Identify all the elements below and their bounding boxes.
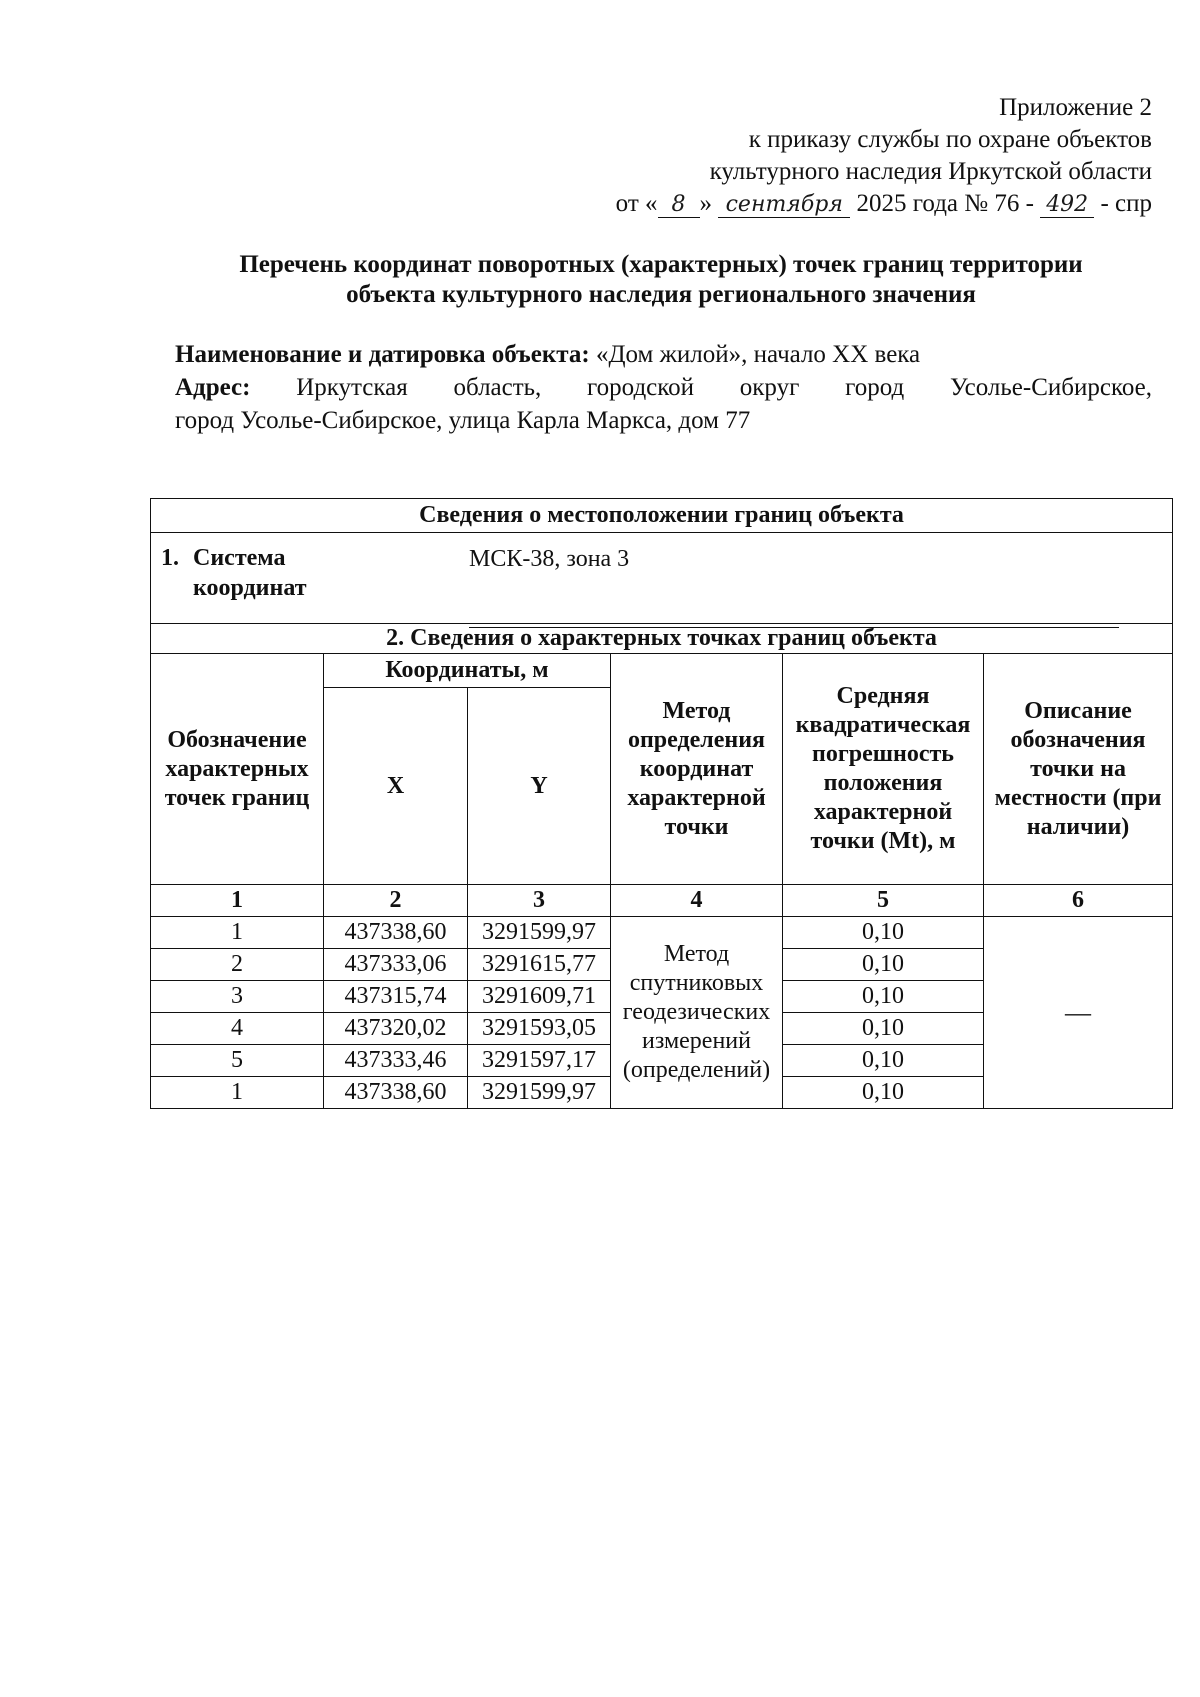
coord-y: 3291599,97 (468, 1077, 611, 1109)
header-y: Y (468, 688, 611, 885)
point-id: 1 (151, 917, 324, 949)
mean-error: 0,10 (783, 981, 984, 1013)
address-line-2: город Усолье-Сибирское, улица Карла Маркса, дом 77 (175, 407, 751, 434)
coord-x: 437320,02 (324, 1013, 468, 1045)
mean-error: 0,10 (783, 1045, 984, 1077)
column-number: 3 (468, 885, 611, 917)
object-info (175, 338, 1152, 437)
coord-x: 437338,60 (324, 1077, 468, 1109)
header-mean-error: Средняя квадратическая погрешность положения характерной точки (Mt), м (783, 654, 984, 885)
coord-y: 3291597,17 (468, 1045, 611, 1077)
point-id: 1 (151, 1077, 324, 1109)
header-point-designation: Обозначение характерных точек границ (151, 654, 324, 885)
coord-y: 3291593,05 (468, 1013, 611, 1045)
order-suffix: - спр (1100, 190, 1152, 217)
handwritten-day: 8 (658, 193, 700, 218)
coord-x: 437338,60 (324, 917, 468, 949)
mean-error: 0,10 (783, 917, 984, 949)
document-title (170, 250, 1152, 310)
header-x: X (324, 688, 468, 885)
section-2-title: 2. Сведения о характерных точках границ объекта (151, 624, 1173, 654)
appendix-header (452, 92, 1152, 220)
coordinate-system-cell (151, 533, 1173, 624)
mean-error: 0,10 (783, 949, 984, 981)
column-number: 1 (151, 885, 324, 917)
address-label: Адрес: (175, 374, 251, 401)
column-number: 6 (984, 885, 1173, 917)
coord-y: 3291615,77 (468, 949, 611, 981)
column-number: 5 (783, 885, 984, 917)
date-mid: » (699, 190, 713, 217)
point-id: 2 (151, 949, 324, 981)
method-value: Метод спутниковых геодезических измерений (определений) (611, 917, 783, 1109)
point-id: 5 (151, 1045, 324, 1077)
handwritten-order-number: 492 (1040, 193, 1094, 218)
point-id: 4 (151, 1013, 324, 1045)
coordinate-system-label-1: Система (193, 545, 286, 571)
table-row (151, 917, 1173, 949)
column-number: 4 (611, 885, 783, 917)
order-reference: к приказу службы по охране объектов (748, 126, 1152, 153)
mean-error: 0,10 (783, 1077, 984, 1109)
object-name-value: «Дом жилой», начало XX века (595, 341, 921, 368)
coord-y: 3291599,97 (468, 917, 611, 949)
coord-x: 437315,74 (324, 981, 468, 1013)
coord-y: 3291609,71 (468, 981, 611, 1013)
coordinate-system-label-2: координат (193, 575, 307, 601)
coordinate-system-value: МСК-38, зона 3 (469, 546, 630, 572)
description-value: — (984, 917, 1173, 1109)
header-description: Описание обозначения точки на местности (при наличии) (984, 654, 1173, 885)
coordinate-system-label (161, 543, 307, 603)
coord-x: 437333,06 (324, 949, 468, 981)
date-prefix: от « (615, 190, 658, 217)
boundary-coordinates-table (150, 498, 1173, 1109)
header-method: Метод определения координат характерной точки (611, 654, 783, 885)
column-number: 2 (324, 885, 468, 917)
header-coordinates: Координаты, м (324, 654, 611, 688)
title-line-2: объекта культурного наследия регионального значения (346, 281, 976, 308)
title-line-1: Перечень координат поворотных (характерных) точек границ территории (239, 251, 1083, 278)
coordinate-system-underline (469, 627, 1119, 628)
handwritten-month: сентября (718, 193, 850, 218)
coord-x: 437333,46 (324, 1045, 468, 1077)
object-name-label: Наименование и датировка объекта: (175, 341, 590, 368)
object-name-line (175, 338, 1152, 371)
order-date-line (452, 188, 1152, 220)
mean-error: 0,10 (783, 1013, 984, 1045)
section-1-title: Сведения о местоположении границ объекта (151, 499, 1173, 533)
coordinate-system-number: 1. (161, 545, 179, 571)
address-line-1 (175, 371, 1152, 404)
authority-name: культурного наследия Иркутской области (709, 158, 1152, 185)
address-value-1: Иркутская область, городской округ город Усолье-Сибирское, (296, 374, 1152, 401)
point-id: 3 (151, 981, 324, 1013)
date-year: 2025 года № 76 - (856, 190, 1034, 217)
appendix-number: Приложение 2 (999, 94, 1152, 121)
